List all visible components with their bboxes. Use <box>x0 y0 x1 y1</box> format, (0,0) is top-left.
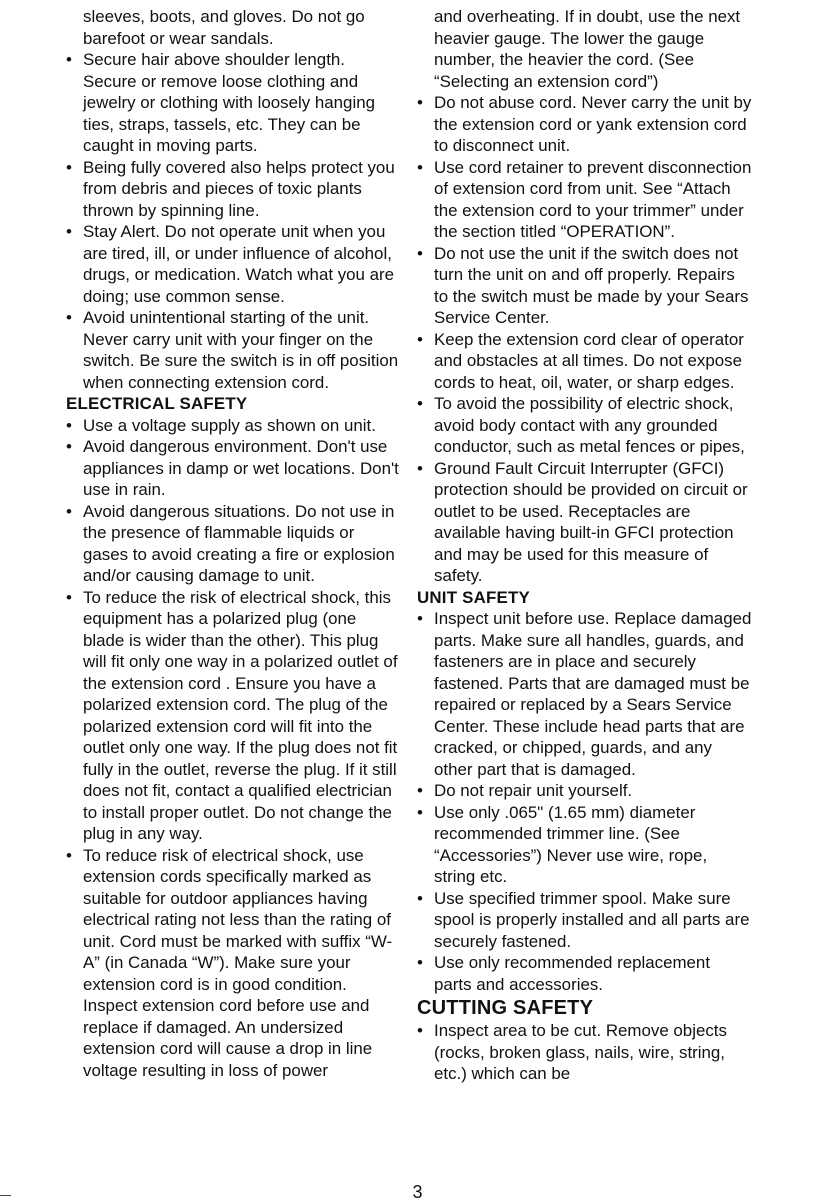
bullet-item <box>66 587 401 845</box>
bullet-list <box>66 415 401 1082</box>
bullet-text: Use cord retainer to prevent disconnection of extension cord from unit. See “Attach the extension cord to your trimmer” under the section titled “OPERATION”. <box>434 157 752 241</box>
bullet-icon: • <box>417 157 423 177</box>
section-heading-cutting-safety: CUTTING SAFETY <box>417 997 594 1019</box>
bullet-text: Do not use the unit if the switch does not turn the unit on and off properly. Repairs to the switch must be made by your Sears Service Center. <box>434 243 749 327</box>
bullet-item <box>417 952 752 995</box>
bullet-text: Use a voltage supply as shown on unit. <box>83 415 376 435</box>
bullet-list <box>66 49 401 393</box>
bullet-item <box>417 157 752 243</box>
bullet-text: Inspect unit before use. Replace damaged parts. Make sure all handles, guards, and fasteners are in place and securely fastened. Parts that are damaged must be repaired or replaced by a Sears Service Center. These include head parts that are cracked, or chipped, guards, and any other part that is damaged. <box>434 609 752 779</box>
bullet-text: Do not abuse cord. Never carry the unit by the extension cord or yank extension cord to disconnect unit. <box>434 93 752 155</box>
bullet-icon: • <box>417 781 423 800</box>
bullet-icon: • <box>66 157 72 177</box>
bullet-text: Secure hair above shoulder length. Secure or remove loose clothing and jewelry or clothing with loosely hanging ties, straps, tassels, etc. They can be caught in moving parts. <box>83 50 375 155</box>
page-number: 3 <box>412 1182 423 1202</box>
bullet-item <box>417 888 752 953</box>
bullet-text: Ground Fault Circuit Interrupter (GFCI) protection should be provided on circuit or outlet to be used. Receptacles are available having built-in GFCI protection and may be used for this measure of safety. <box>434 458 748 585</box>
section-heading-unit-safety: UNIT SAFETY <box>417 587 530 607</box>
bullet-item <box>66 307 401 393</box>
bullet-text: Keep the extension cord clear of operator and obstacles at all times. Do not expose cords to heat, oil, water, or sharp edges. <box>434 329 744 392</box>
bullet-icon: • <box>66 587 72 607</box>
bullet-icon: • <box>417 1021 423 1040</box>
left-column <box>66 6 401 1081</box>
bullet-icon: • <box>66 501 72 521</box>
bullet-text: Avoid dangerous situations. Do not use in the presence of flammable liquids or gases to avoid creating a fire or explosion and/or causing damage to unit. <box>83 501 395 585</box>
bullet-item <box>66 221 401 307</box>
bullet-item <box>66 436 401 501</box>
bullet-item <box>66 415 401 437</box>
bullet-list <box>417 92 752 587</box>
bullet-item <box>417 780 752 802</box>
continuation-text: sleeves, boots, and gloves. Do not go barefoot or wear sandals. <box>83 7 365 48</box>
bullet-item <box>417 393 752 458</box>
bullet-item <box>66 157 401 222</box>
bullet-icon: • <box>417 329 423 349</box>
bullet-item <box>417 802 752 888</box>
bullet-item <box>66 845 401 1082</box>
bullet-icon: • <box>66 222 72 241</box>
bullet-icon: • <box>66 845 72 865</box>
bullet-item <box>417 92 752 157</box>
bullet-item <box>417 458 752 587</box>
bullet-text: Do not repair unit yourself. <box>434 781 633 800</box>
continuation-text: and overheating. If in doubt, use the next heavier gauge. The lower the gauge number, the heavier the cord. (See “Selecting an extension cord”) <box>434 7 741 91</box>
bullet-icon: • <box>417 802 423 822</box>
bullet-icon: • <box>417 888 423 908</box>
bullet-text: Inspect area to be cut. Remove objects (rocks, broken glass, nails, wire, string, etc.) which can be <box>434 1021 727 1083</box>
bullet-icon: • <box>417 953 423 972</box>
footer-rule <box>0 1195 11 1196</box>
bullet-text: Avoid dangerous environment. Don't use appliances in damp or wet locations. Don't use in rain. <box>83 437 399 499</box>
bullet-list <box>417 1020 752 1085</box>
section-heading-electrical-safety: ELECTRICAL SAFETY <box>66 394 248 413</box>
bullet-text: Use only recommended replacement parts and accessories. <box>434 953 711 994</box>
bullet-list <box>417 608 752 995</box>
bullet-text: To reduce the risk of electrical shock, this equipment has a polarized plug (one blade is wider than the other). This plug will fit only one way in a polarized outlet of the extension cord . Ensure you have a polarized extension cord. The plug of the polarized extension cord will fit into the outlet only one way. If the plug does not fit fully in the outlet, reverse the plug. If it still does not fit, contact a qualified electrician to install proper outlet. Do not change the plug in any way. <box>83 587 398 843</box>
bullet-text: To avoid the possibility of electric shock, avoid body contact with any grounded conductor, such as metal fences or pipes, <box>434 394 745 456</box>
right-column <box>417 6 752 1085</box>
bullet-icon: • <box>417 93 423 112</box>
bullet-text: Being fully covered also helps protect you from debris and pieces of toxic plants thrown by spinning line. <box>83 157 395 220</box>
bullet-text: Use specified trimmer spool. Make sure spool is properly installed and all parts are securely fastened. <box>434 888 750 951</box>
bullet-item <box>66 49 401 157</box>
bullet-icon: • <box>66 50 72 69</box>
bullet-text: Use only .065" (1.65 mm) diameter recommended trimmer line. (See “Accessories”) Never use wire, rope, string etc. <box>434 802 708 886</box>
bullet-item <box>417 608 752 780</box>
bullet-item <box>66 501 401 587</box>
bullet-icon: • <box>417 243 423 263</box>
bullet-item <box>417 243 752 329</box>
bullet-icon: • <box>417 609 423 628</box>
bullet-text: To reduce risk of electrical shock, use extension cords specifically marked as suitable for outdoor appliances having electrical rating not less than the rating of unit. Cord must be marked with suffix “W-A” (in Canada “W”). Make sure your extension cord is in good condition. Inspect extension cord before use and replace if damaged. An undersized extension cord will cause a drop in line voltage resulting in loss of power <box>83 845 393 1080</box>
bullet-text: Avoid unintentional starting of the unit. Never carry unit with your finger on the switch. Be sure the switch is in off position when connecting extension cord. <box>83 308 399 392</box>
bullet-item <box>417 1020 752 1085</box>
bullet-icon: • <box>66 415 72 435</box>
bullet-text: Stay Alert. Do not operate unit when you are tired, ill, or under influence of alcohol, drugs, or medication. Watch what you are doing; use common sense. <box>83 222 395 306</box>
bullet-icon: • <box>66 308 72 327</box>
bullet-item <box>417 329 752 394</box>
bullet-icon: • <box>66 437 72 456</box>
bullet-icon: • <box>417 394 423 413</box>
bullet-icon: • <box>417 458 423 478</box>
